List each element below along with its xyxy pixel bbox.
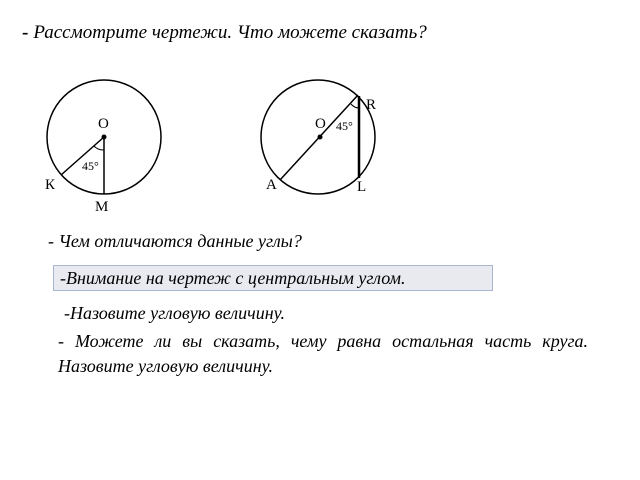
question-angle-value: -Назовите угловую величину. xyxy=(64,303,285,323)
left-point-k-label: К xyxy=(45,177,56,193)
left-point-m-label: М xyxy=(95,199,109,215)
right-center-dot xyxy=(318,135,323,140)
figure-right xyxy=(261,80,376,195)
question-central-angle: -Внимание на чертеж с центральным углом. xyxy=(60,268,406,288)
highlight-box xyxy=(53,265,493,291)
left-angle-arc xyxy=(94,146,104,150)
left-center-dot xyxy=(102,135,107,140)
right-angle-label: 45° xyxy=(336,119,353,133)
left-angle-label: 45° xyxy=(82,159,99,173)
heading-text: Рассмотрите чертежи. Что можете сказать? xyxy=(33,22,427,43)
right-center-label: O xyxy=(315,116,326,132)
question-angle-difference: - Чем отличаются данные углы? xyxy=(48,231,302,251)
right-point-a-label: А xyxy=(266,177,277,193)
right-point-l-label: L xyxy=(357,179,367,195)
right-point-r-label: R xyxy=(366,97,377,113)
left-center-label: O xyxy=(98,116,109,132)
heading-dash: - xyxy=(22,22,29,43)
figure-left xyxy=(45,80,161,215)
question-remaining-circle: - Можете ли вы сказать, чему равна остальная часть круга. Назовите угловую величину. xyxy=(58,331,588,376)
